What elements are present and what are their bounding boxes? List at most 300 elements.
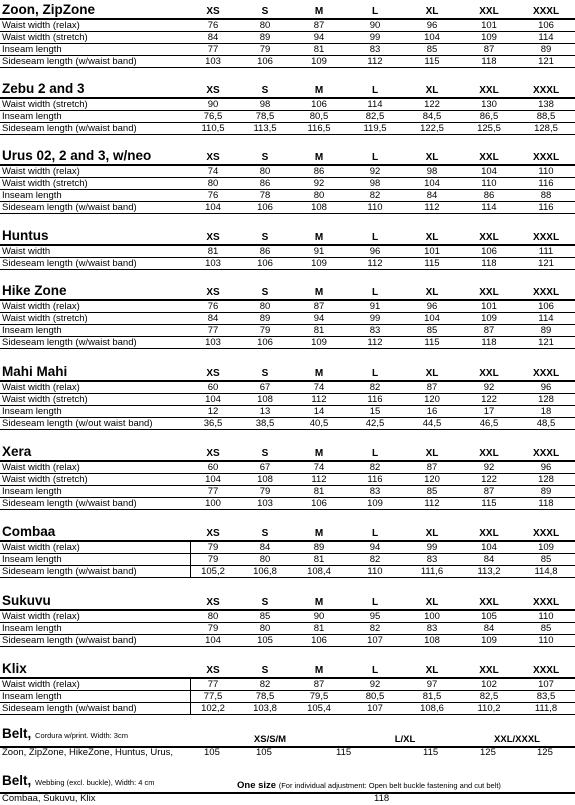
cell-value: 82 bbox=[369, 623, 381, 634]
cell-value: 87 bbox=[483, 325, 495, 336]
row-label: Sideseam length (w/waist band) bbox=[2, 337, 137, 348]
size-header: M bbox=[314, 597, 324, 608]
size-header: XXXL bbox=[532, 232, 560, 243]
cell-value: 105,4 bbox=[307, 703, 331, 714]
size-header: XXXL bbox=[532, 152, 560, 163]
size-header: XS bbox=[206, 528, 220, 539]
size-header: S bbox=[261, 665, 269, 676]
cell-value: 84 bbox=[207, 32, 219, 43]
size-header: L bbox=[371, 448, 379, 459]
cell-value: 92 bbox=[369, 679, 381, 690]
section-sukuvu bbox=[0, 591, 575, 647]
cell-value: 80 bbox=[259, 554, 271, 565]
cell-value: 87 bbox=[483, 486, 495, 497]
cell-value: 115 bbox=[424, 258, 440, 269]
cell-value: 79 bbox=[207, 623, 219, 634]
section-title: Huntus bbox=[2, 228, 49, 243]
row-label: Inseam length bbox=[2, 554, 62, 565]
belt2-title: Belt, Webbing (excl. buckle), Width: 4 cm bbox=[2, 773, 155, 788]
size-header: XS bbox=[206, 287, 220, 298]
cell-value: 82 bbox=[369, 554, 381, 565]
cell-value: 101 bbox=[481, 301, 497, 312]
cell-value: 109 bbox=[367, 498, 383, 509]
cell-value: 85 bbox=[426, 486, 438, 497]
cell-value: 85 bbox=[540, 623, 552, 634]
cell-value: 108 bbox=[311, 202, 327, 213]
cell-value: 83 bbox=[369, 486, 381, 497]
size-header: L bbox=[371, 85, 379, 96]
cell-value: 80 bbox=[259, 20, 271, 31]
cell-value: 87 bbox=[313, 301, 325, 312]
section-urus bbox=[0, 146, 575, 214]
size-header: XXL bbox=[479, 287, 499, 298]
belt1-models: Zoon, ZipZone, HikeZone, Huntus, Urus, bbox=[2, 747, 174, 758]
cell-value: 84 bbox=[259, 542, 271, 553]
cell-value: 96 bbox=[426, 20, 438, 31]
table-row bbox=[0, 99, 575, 111]
cell-value: 86 bbox=[483, 190, 495, 201]
cell-value: 108 bbox=[257, 474, 273, 485]
size-header: M bbox=[314, 85, 324, 96]
size-header: XS bbox=[206, 152, 220, 163]
cell-value: 105 bbox=[257, 635, 273, 646]
cell-value: 85 bbox=[426, 44, 438, 55]
cell-value: 122 bbox=[424, 99, 440, 110]
cell-value: 82,5 bbox=[365, 111, 385, 122]
size-header: S bbox=[261, 448, 269, 459]
cell-value: 112 bbox=[367, 337, 383, 348]
cell-value: 77,5 bbox=[203, 691, 223, 702]
table-row bbox=[0, 382, 575, 394]
size-header: XXXL bbox=[532, 287, 560, 298]
section-klix bbox=[0, 659, 575, 715]
size-header: XS bbox=[206, 368, 220, 379]
section-title: Klix bbox=[2, 661, 27, 676]
cell-value: 128 bbox=[538, 474, 554, 485]
table-row bbox=[0, 246, 575, 258]
size-header: M bbox=[314, 287, 324, 298]
cell-value: 94 bbox=[313, 313, 325, 324]
cell-value: 15 bbox=[369, 406, 381, 417]
cell-value: 92 bbox=[313, 178, 325, 189]
cell-value: 87 bbox=[426, 462, 438, 473]
cell-value: 79 bbox=[207, 542, 219, 553]
cell-value: 108 bbox=[424, 635, 440, 646]
size-header: XL bbox=[425, 287, 439, 298]
belt1-title: Belt, Cordura w/print. Width: 3cm bbox=[2, 726, 128, 741]
cell-value: 13 bbox=[259, 406, 271, 417]
cell-value: 103 bbox=[205, 258, 221, 269]
table-row bbox=[0, 258, 575, 270]
cell-value: 114 bbox=[538, 32, 554, 43]
cell-value: 89 bbox=[540, 486, 552, 497]
cell-value: 89 bbox=[259, 313, 271, 324]
size-header: XXL bbox=[479, 232, 499, 243]
cell-value: 67 bbox=[259, 382, 271, 393]
size-header: XXL bbox=[479, 152, 499, 163]
belt1-value: 105 bbox=[204, 747, 220, 758]
table-row bbox=[0, 486, 575, 498]
section-zebu bbox=[0, 79, 575, 135]
cell-value: 113,5 bbox=[253, 123, 277, 134]
cell-value: 76 bbox=[207, 301, 219, 312]
table-row bbox=[0, 301, 575, 313]
section-header bbox=[0, 281, 575, 301]
row-label: Waist width (relax) bbox=[2, 301, 80, 312]
cell-value: 103 bbox=[205, 56, 221, 67]
cell-value: 81,5 bbox=[422, 691, 442, 702]
section-belt-webbing bbox=[0, 771, 575, 805]
cell-value: 88 bbox=[540, 190, 552, 201]
cell-value: 128 bbox=[538, 394, 554, 405]
cell-value: 76 bbox=[207, 20, 219, 31]
row-label: Waist width (relax) bbox=[2, 679, 80, 690]
section-title: Sukuvu bbox=[2, 593, 51, 608]
row-label: Waist width (relax) bbox=[2, 382, 80, 393]
belt2-models: Combaa, Sukuvu, Klix bbox=[2, 793, 96, 804]
cell-value: 112 bbox=[311, 394, 327, 405]
cell-value: 42,5 bbox=[365, 418, 385, 429]
belt1-group-xxl-xxxl: XXL/XXXL bbox=[494, 734, 540, 745]
cell-value: 110 bbox=[367, 202, 383, 213]
section-title: Urus 02, 2 and 3, w/neo bbox=[2, 148, 152, 163]
size-header: XXL bbox=[479, 85, 499, 96]
cell-value: 92 bbox=[369, 166, 381, 177]
cell-value: 81 bbox=[313, 44, 325, 55]
size-header: XS bbox=[206, 597, 220, 608]
size-header: S bbox=[261, 368, 269, 379]
cell-value: 106 bbox=[311, 99, 327, 110]
cell-value: 86 bbox=[259, 178, 271, 189]
cell-value: 74 bbox=[207, 166, 219, 177]
section-hike-zone bbox=[0, 281, 575, 349]
section-header bbox=[0, 146, 575, 166]
belt1-value: 125 bbox=[537, 747, 553, 758]
row-label: Inseam length bbox=[2, 691, 62, 702]
row-label: Inseam length bbox=[2, 623, 62, 634]
cell-value: 81 bbox=[313, 623, 325, 634]
size-header: XXL bbox=[479, 368, 499, 379]
cell-value: 90 bbox=[207, 99, 219, 110]
cell-value: 46,5 bbox=[479, 418, 499, 429]
belt1-group-l-xl: L/XL bbox=[394, 734, 416, 745]
cell-value: 122 bbox=[481, 474, 497, 485]
table-row bbox=[0, 498, 575, 510]
cell-value: 116,5 bbox=[307, 123, 331, 134]
size-header: L bbox=[371, 6, 379, 17]
size-header: XL bbox=[425, 597, 439, 608]
cell-value: 80 bbox=[259, 166, 271, 177]
table-row bbox=[0, 691, 575, 703]
cell-value: 103 bbox=[205, 337, 221, 348]
size-header: XL bbox=[425, 665, 439, 676]
size-header: XXXL bbox=[532, 85, 560, 96]
table-row bbox=[0, 202, 575, 214]
cell-value: 89 bbox=[540, 44, 552, 55]
size-header: S bbox=[261, 232, 269, 243]
cell-value: 112 bbox=[311, 474, 327, 485]
cell-value: 79 bbox=[259, 44, 271, 55]
cell-value: 106 bbox=[311, 635, 327, 646]
cell-value: 77 bbox=[207, 44, 219, 55]
cell-value: 114 bbox=[538, 313, 554, 324]
cell-value: 138 bbox=[538, 99, 554, 110]
size-header: S bbox=[261, 85, 269, 96]
size-header: XXXL bbox=[532, 665, 560, 676]
table-row bbox=[0, 111, 575, 123]
table-row bbox=[0, 325, 575, 337]
cell-value: 107 bbox=[367, 703, 383, 714]
section-title: Xera bbox=[2, 444, 32, 459]
cell-value: 96 bbox=[426, 301, 438, 312]
table-row bbox=[0, 635, 575, 647]
cell-value: 74 bbox=[313, 382, 325, 393]
cell-value: 98 bbox=[426, 166, 438, 177]
cell-value: 104 bbox=[205, 474, 221, 485]
row-label: Sideseam length (w/waist band) bbox=[2, 123, 137, 134]
cell-value: 111,8 bbox=[534, 703, 558, 714]
cell-value: 80 bbox=[259, 623, 271, 634]
cell-value: 105,2 bbox=[201, 566, 225, 577]
size-header: XL bbox=[425, 152, 439, 163]
cell-value: 80 bbox=[313, 190, 325, 201]
cell-value: 111,6 bbox=[420, 566, 444, 577]
size-header: XXL bbox=[479, 597, 499, 608]
cell-value: 77 bbox=[207, 325, 219, 336]
cell-value: 106 bbox=[257, 258, 273, 269]
cell-value: 125,5 bbox=[477, 123, 501, 134]
cell-value: 118 bbox=[538, 498, 554, 509]
size-header: XL bbox=[425, 6, 439, 17]
size-header: S bbox=[261, 287, 269, 298]
cell-value: 79 bbox=[259, 325, 271, 336]
cell-value: 97 bbox=[426, 679, 438, 690]
table-row bbox=[0, 190, 575, 202]
size-header: M bbox=[314, 152, 324, 163]
section-header bbox=[0, 659, 575, 679]
cell-value: 115 bbox=[481, 498, 497, 509]
table-row bbox=[0, 566, 575, 578]
cell-value: 101 bbox=[424, 246, 440, 257]
size-header: M bbox=[314, 232, 324, 243]
cell-value: 17 bbox=[483, 406, 495, 417]
table-row bbox=[0, 679, 575, 691]
cell-value: 60 bbox=[207, 462, 219, 473]
cell-value: 106 bbox=[311, 498, 327, 509]
table-row bbox=[0, 56, 575, 68]
cell-value: 128,5 bbox=[534, 123, 558, 134]
cell-value: 84,5 bbox=[422, 111, 442, 122]
cell-value: 83,5 bbox=[536, 691, 556, 702]
table-row bbox=[0, 474, 575, 486]
section-mahi-mahi bbox=[0, 362, 575, 430]
section-title: Hike Zone bbox=[2, 283, 67, 298]
cell-value: 80,5 bbox=[309, 111, 329, 122]
table-row bbox=[0, 394, 575, 406]
cell-value: 118 bbox=[481, 56, 497, 67]
cell-value: 118 bbox=[481, 258, 497, 269]
section-title: Mahi Mahi bbox=[2, 364, 68, 379]
cell-value: 110 bbox=[481, 178, 497, 189]
row-label: Waist width (stretch) bbox=[2, 394, 88, 405]
cell-value: 107 bbox=[367, 635, 383, 646]
cell-value: 98 bbox=[259, 99, 271, 110]
cell-value: 87 bbox=[313, 679, 325, 690]
table-row bbox=[0, 406, 575, 418]
cell-value: 77 bbox=[207, 486, 219, 497]
cell-value: 79,5 bbox=[309, 691, 329, 702]
section-xera bbox=[0, 442, 575, 510]
cell-value: 119,5 bbox=[363, 123, 387, 134]
row-label: Waist width (stretch) bbox=[2, 178, 88, 189]
row-label: Sideseam length (w/out waist band) bbox=[2, 418, 153, 429]
cell-value: 83 bbox=[426, 623, 438, 634]
row-label: Sideseam length (w/waist band) bbox=[2, 56, 137, 67]
size-header: XXL bbox=[479, 528, 499, 539]
size-header: M bbox=[314, 665, 324, 676]
table-row bbox=[0, 178, 575, 190]
cell-value: 82 bbox=[259, 679, 271, 690]
cell-value: 76 bbox=[207, 190, 219, 201]
belt1-value: 115 bbox=[336, 747, 352, 758]
cell-value: 106,8 bbox=[253, 566, 277, 577]
size-header: XXXL bbox=[532, 6, 560, 17]
cell-value: 40,5 bbox=[309, 418, 329, 429]
cell-value: 82 bbox=[369, 190, 381, 201]
cell-value: 16 bbox=[426, 406, 438, 417]
section-zoon-zipzone bbox=[0, 0, 575, 68]
cell-value: 86,5 bbox=[479, 111, 499, 122]
cell-value: 108 bbox=[257, 394, 273, 405]
cell-value: 106 bbox=[257, 337, 273, 348]
cell-value: 89 bbox=[313, 542, 325, 553]
size-header: XXXL bbox=[532, 368, 560, 379]
section-belt-cordura bbox=[0, 726, 575, 760]
cell-value: 76,5 bbox=[203, 111, 223, 122]
table-row bbox=[0, 313, 575, 325]
row-label: Inseam length bbox=[2, 44, 62, 55]
size-header: S bbox=[261, 597, 269, 608]
cell-value: 88,5 bbox=[536, 111, 556, 122]
table-row bbox=[0, 554, 575, 566]
cell-value: 92 bbox=[483, 462, 495, 473]
table-row bbox=[0, 542, 575, 554]
cell-value: 96 bbox=[540, 462, 552, 473]
cell-value: 103 bbox=[257, 498, 273, 509]
section-combaa bbox=[0, 522, 575, 578]
table-row bbox=[0, 32, 575, 44]
size-header: XXL bbox=[479, 448, 499, 459]
belt1-value: 125 bbox=[480, 747, 496, 758]
cell-value: 99 bbox=[369, 32, 381, 43]
cell-value: 104 bbox=[424, 32, 440, 43]
cell-value: 89 bbox=[540, 325, 552, 336]
section-header bbox=[0, 362, 575, 382]
size-header: XXL bbox=[479, 6, 499, 17]
cell-value: 114 bbox=[481, 202, 497, 213]
cell-value: 104 bbox=[205, 394, 221, 405]
size-header: XL bbox=[425, 232, 439, 243]
cell-value: 85 bbox=[259, 611, 271, 622]
cell-value: 102,2 bbox=[201, 703, 225, 714]
cell-value: 110 bbox=[538, 611, 554, 622]
size-header: L bbox=[371, 368, 379, 379]
size-header: XS bbox=[206, 85, 220, 96]
cell-value: 116 bbox=[367, 474, 383, 485]
section-header bbox=[0, 226, 575, 246]
size-header: XS bbox=[206, 232, 220, 243]
cell-value: 106 bbox=[257, 202, 273, 213]
cell-value: 86 bbox=[313, 166, 325, 177]
size-header: XS bbox=[206, 6, 220, 17]
belt2-length: 118 bbox=[374, 793, 390, 804]
cell-value: 109 bbox=[311, 258, 327, 269]
cell-value: 79 bbox=[259, 486, 271, 497]
cell-value: 100 bbox=[424, 611, 440, 622]
cell-value: 99 bbox=[369, 313, 381, 324]
row-label: Sideseam length (w/waist band) bbox=[2, 202, 137, 213]
row-label: Waist width (relax) bbox=[2, 462, 80, 473]
cell-value: 14 bbox=[313, 406, 325, 417]
cell-value: 104 bbox=[481, 542, 497, 553]
cell-value: 82 bbox=[369, 382, 381, 393]
table-row bbox=[0, 703, 575, 715]
size-header: S bbox=[261, 152, 269, 163]
cell-value: 80,5 bbox=[365, 691, 385, 702]
cell-value: 94 bbox=[313, 32, 325, 43]
row-label: Waist width (relax) bbox=[2, 611, 80, 622]
cell-value: 81 bbox=[207, 246, 219, 257]
cell-value: 78 bbox=[259, 190, 271, 201]
size-header: XXXL bbox=[532, 528, 560, 539]
cell-value: 116 bbox=[538, 202, 554, 213]
row-label: Inseam length bbox=[2, 406, 62, 417]
cell-value: 83 bbox=[369, 44, 381, 55]
row-label: Waist width (relax) bbox=[2, 542, 80, 553]
cell-value: 102 bbox=[481, 679, 497, 690]
size-header: S bbox=[261, 528, 269, 539]
size-header: XXL bbox=[479, 665, 499, 676]
belt1-value: 115 bbox=[423, 747, 439, 758]
table-row bbox=[0, 337, 575, 349]
row-label: Waist width (stretch) bbox=[2, 474, 88, 485]
cell-value: 60 bbox=[207, 382, 219, 393]
size-header: XL bbox=[425, 368, 439, 379]
section-huntus bbox=[0, 226, 575, 270]
cell-value: 104 bbox=[481, 166, 497, 177]
size-header: XS bbox=[206, 448, 220, 459]
cell-value: 106 bbox=[538, 20, 554, 31]
cell-value: 80 bbox=[207, 611, 219, 622]
cell-value: 84 bbox=[483, 554, 495, 565]
cell-value: 116 bbox=[367, 394, 383, 405]
cell-value: 99 bbox=[426, 542, 438, 553]
row-label: Sideseam length (w/waist band) bbox=[2, 498, 137, 509]
cell-value: 110,2 bbox=[477, 703, 501, 714]
cell-value: 104 bbox=[424, 313, 440, 324]
cell-value: 112 bbox=[367, 258, 383, 269]
cell-value: 84 bbox=[426, 190, 438, 201]
cell-value: 115 bbox=[424, 337, 440, 348]
cell-value: 67 bbox=[259, 462, 271, 473]
size-header: L bbox=[371, 528, 379, 539]
cell-value: 90 bbox=[313, 611, 325, 622]
cell-value: 109 bbox=[311, 337, 327, 348]
cell-value: 38,5 bbox=[255, 418, 275, 429]
size-header: M bbox=[314, 528, 324, 539]
cell-value: 89 bbox=[259, 32, 271, 43]
cell-value: 87 bbox=[313, 20, 325, 31]
